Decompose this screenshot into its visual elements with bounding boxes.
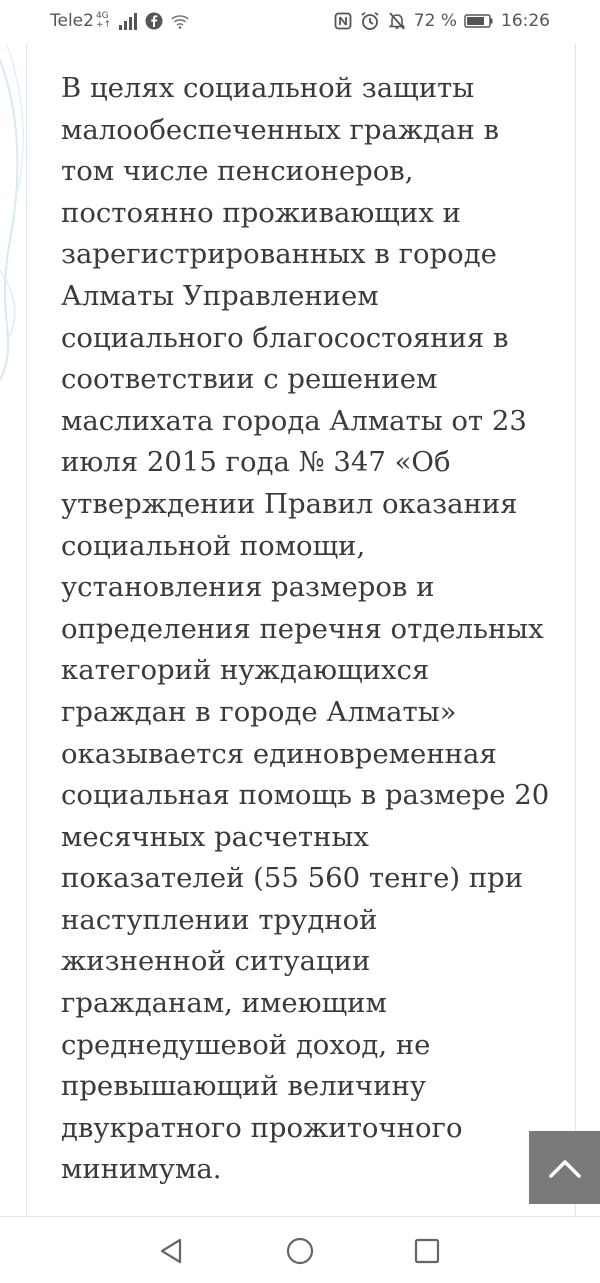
home-circle-icon	[284, 1235, 316, 1267]
system-navigation-bar	[0, 1216, 600, 1283]
article-card	[26, 44, 576, 1216]
network-type-top: 4G	[95, 11, 109, 21]
status-bar-right	[333, 11, 550, 31]
carrier-name: Tele2	[50, 11, 94, 31]
network-type-bottom: +↑	[95, 20, 112, 30]
chevron-up-icon	[548, 1157, 582, 1179]
facebook-icon	[144, 11, 164, 31]
battery-percent: 72 %	[413, 11, 457, 31]
network-type	[96, 12, 111, 30]
nfc-icon	[333, 11, 353, 31]
clock: 16:26	[501, 11, 550, 31]
scroll-to-top-button[interactable]	[529, 1131, 600, 1204]
back-triangle-icon	[155, 1235, 187, 1267]
status-bar-left	[50, 11, 190, 31]
wifi-icon	[170, 11, 190, 31]
alarm-icon	[360, 11, 380, 31]
mute-icon	[387, 11, 407, 31]
signal-icon	[118, 11, 138, 31]
back-button[interactable]	[155, 1235, 187, 1267]
home-button[interactable]	[284, 1235, 316, 1267]
recents-square-icon	[411, 1235, 443, 1267]
recents-button[interactable]	[411, 1235, 443, 1267]
article-body: В целях социальной защиты малообеспеченных граждан в том числе пенсионеров, постоянно проживающих и зарегистрированных в городе Алматы Управлением социального благосостояния в соответствии с решением маслихата города Алматы от 23 июля 2015 года № 347 «Об утверждении Правил оказания социальной помощи, установления размеров и определения перечня отдельных категорий нуждающихся граждан в городе Алматы» оказывается единовременная социальная помощь в размере 20 месячных расчетных показателей (55 560 тенге) при наступлении трудной жизненной ситуации гражданам, имеющим среднедушевой доход, не превышающий величину двукратного прожиточного минимума.	[61, 72, 550, 1186]
status-bar	[0, 0, 600, 44]
battery-icon	[464, 11, 494, 31]
